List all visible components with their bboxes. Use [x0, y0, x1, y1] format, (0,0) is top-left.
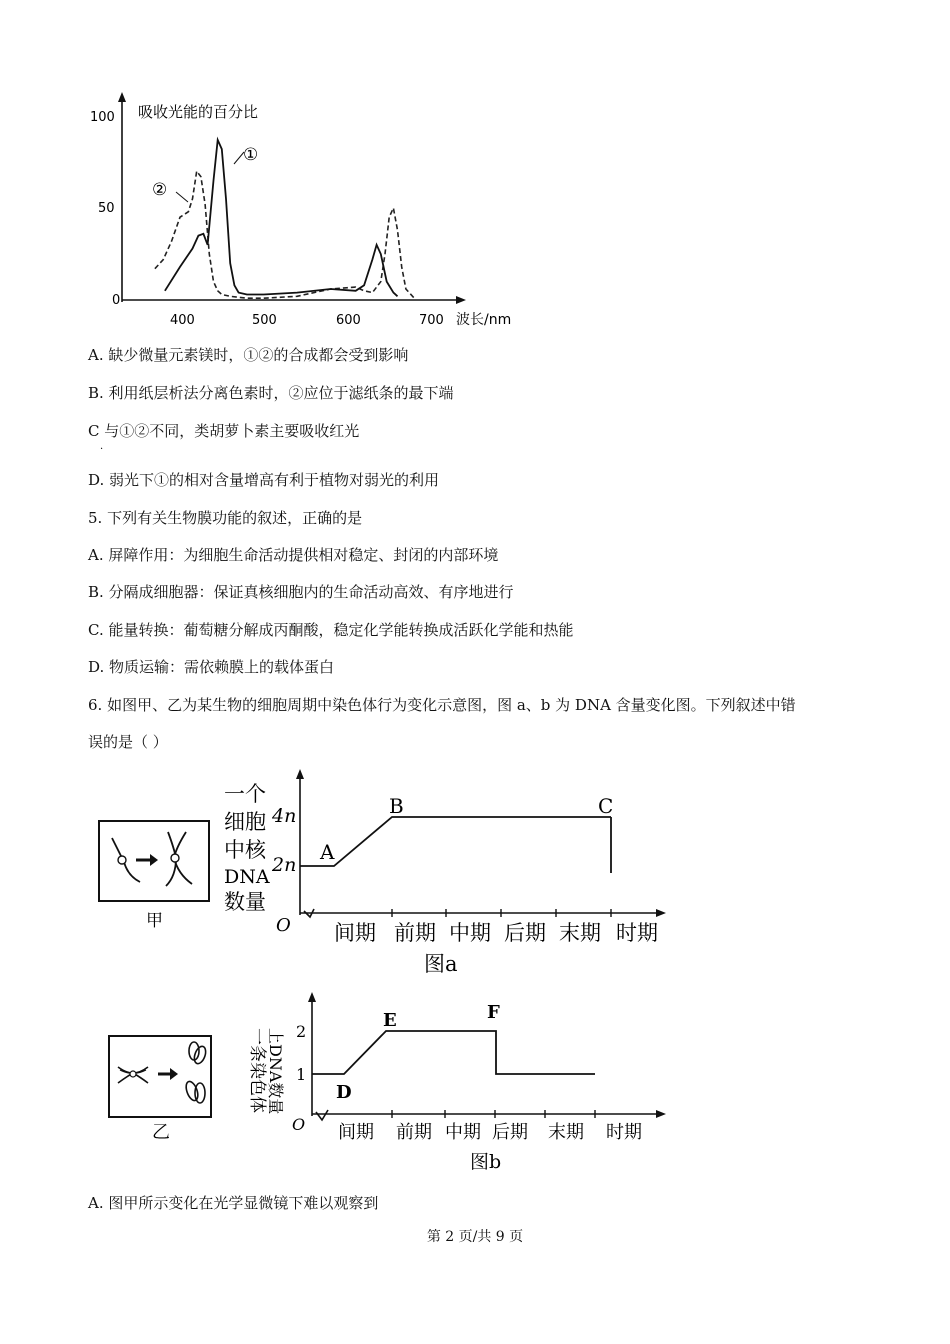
graph-a-ylabel-3: 中核 — [224, 838, 266, 862]
q5-option-c: C. 能量转换：葡萄糖分解成丙酮酸，稳定化学能转换成活跃化学能和热能 — [88, 621, 574, 639]
y-tick-100: 100 — [90, 110, 115, 125]
x-tick-700: 700 — [419, 313, 444, 328]
graph-a-caption: 图a — [424, 952, 458, 976]
graph-a-phase-anaphase: 后期 — [504, 921, 546, 945]
graph-a-dna-curve — [300, 817, 611, 866]
graph-b-phase-anaphase: 后期 — [492, 1122, 528, 1143]
graph-b-phase-telophase: 末期 — [548, 1122, 584, 1143]
graph-a-ylabel-4: DNA — [224, 866, 270, 888]
graph-a-phase-metaphase: 中期 — [449, 921, 491, 945]
series-chlorophyll-b-line — [155, 171, 414, 298]
y-axis-label: 吸收光能的百分比 — [138, 103, 259, 121]
q5-stem: 5. 下列有关生物膜功能的叙述，正确的是 — [88, 509, 363, 527]
q4-option-d: D. 弱光下①的相对含量增高有利于植物对弱光的利用 — [88, 471, 440, 489]
graph-b-ylabel-col2: 上DNA数量 — [266, 1028, 285, 1115]
series-chlorophyll-a-line — [165, 140, 398, 296]
q4-option-a: A. 缺少微量元素镁时，①②的合成都会受到影响 — [88, 346, 409, 364]
graph-b-point-f: F — [487, 1002, 500, 1023]
graph-b-caption: 图b — [470, 1151, 502, 1173]
figure-yi-caption: 乙 — [152, 1122, 170, 1143]
stray-dot: · — [100, 444, 104, 455]
graph-b-origin: O — [292, 1115, 306, 1134]
y-tick-50: 50 — [98, 201, 115, 216]
graph-b-dna-curve — [312, 1031, 595, 1074]
graph-a-ylabel-2: 细胞 — [224, 810, 266, 834]
x-tick-600: 600 — [336, 313, 361, 328]
graph-a-phase-interphase: 间期 — [334, 921, 376, 945]
graph-a-x-label: 时期 — [616, 921, 658, 945]
graph-b-ytick-1: 1 — [296, 1065, 307, 1084]
graph-a-ytick-4n: 4n — [272, 805, 297, 827]
page-footer: 第 2 页/共 9 页 — [426, 1229, 524, 1245]
graph-a-ylabel-1: 一个 — [224, 782, 266, 806]
graph-a-point-a: A — [320, 840, 335, 864]
figure-yi — [106, 1033, 216, 1143]
q6-option-a: A. 图甲所示变化在光学显微镜下难以观察到 — [88, 1194, 379, 1212]
q5-option-a: A. 屏障作用：为细胞生命活动提供相对稳定、封闭的内部环境 — [88, 546, 499, 564]
graph-a-ylabel-5: 数量 — [224, 890, 266, 914]
q4-option-b: B. 利用纸层析法分离色素时，②应位于滤纸条的最下端 — [88, 384, 454, 402]
graph-a-origin: O — [276, 915, 291, 936]
q5-option-d: D. 物质运输：需依赖膜上的载体蛋白 — [88, 658, 335, 676]
graph-a-phase-telophase: 末期 — [559, 921, 601, 945]
x-tick-500: 500 — [252, 313, 277, 328]
graph-b-x-label: 时期 — [606, 1122, 642, 1143]
q4-option-c: C 与①②不同，类胡萝卜素主要吸收红光 — [88, 422, 360, 440]
x-tick-400: 400 — [170, 313, 195, 328]
q6-stem-line2: 误的是（ ） — [88, 733, 168, 751]
graph-b-ylabel-col1: 一条染色体 — [247, 1028, 267, 1113]
graph-b-phase-interphase: 间期 — [338, 1122, 374, 1143]
absorption-chart — [80, 88, 540, 333]
x-axis-label: 波长/nm — [456, 312, 512, 328]
q5-option-b: B. 分隔成细胞器：保证真核细胞内的生命活动高效、有序地进行 — [88, 583, 514, 601]
figure-jia-caption: 甲 — [146, 911, 163, 931]
graph-b-phase-metaphase: 中期 — [445, 1122, 481, 1143]
annotation-1: ① — [243, 145, 259, 165]
q6-stem-line1: 6. 如图甲、乙为某生物的细胞周期中染色体行为变化示意图，图 a、b 为 DNA 含量变化图。下列叙述中错 — [88, 696, 796, 714]
graph-a-point-c: C — [598, 794, 614, 818]
graph-b-phase-prophase: 前期 — [396, 1122, 432, 1143]
graph-b — [240, 988, 670, 1178]
graph-a-ytick-2n: 2n — [272, 854, 297, 876]
graph-b-point-e: E — [383, 1010, 397, 1031]
graph-b-point-d: D — [336, 1082, 352, 1103]
graph-a-phase-prophase: 前期 — [394, 921, 436, 945]
y-tick-0: 0 — [112, 293, 121, 308]
graph-a-point-b: B — [389, 794, 404, 818]
annotation-2: ② — [152, 180, 168, 200]
graph-a — [218, 765, 678, 980]
figure-jia — [96, 818, 216, 936]
graph-b-ytick-2: 2 — [296, 1022, 307, 1041]
